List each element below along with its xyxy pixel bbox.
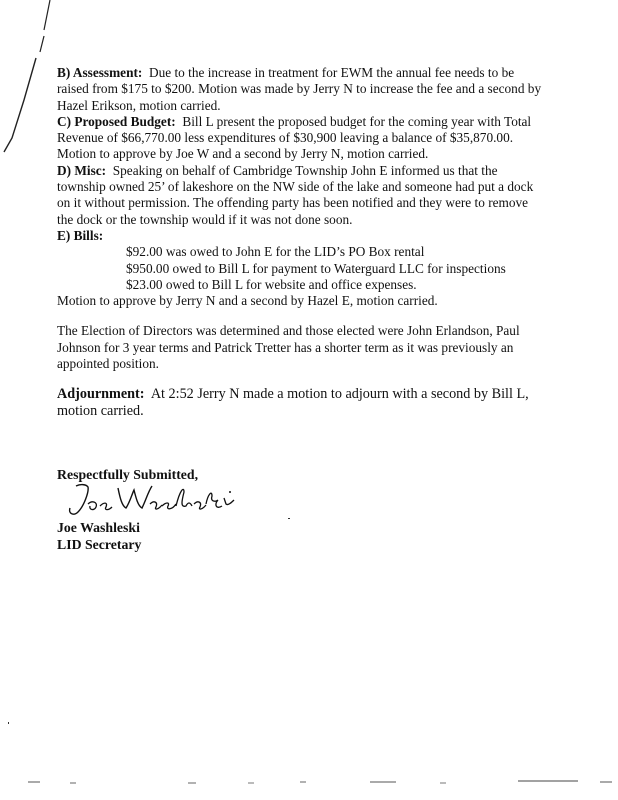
assessment-heading: B) Assessment: bbox=[57, 65, 143, 80]
assessment-section bbox=[57, 65, 547, 114]
election-paragraph: The Election of Directors was determined and those elected were John Erlandson, Paul Johnson for 3 year terms and Patrick Tretter has a shorter term as it was previously an appointed position. bbox=[57, 323, 520, 372]
secretary-name: Joe Washleski bbox=[57, 520, 140, 535]
minutes-body bbox=[57, 65, 547, 420]
scan-speck bbox=[288, 518, 290, 519]
bill-item: $23.00 owed to Bill L for website and office expenses. bbox=[126, 276, 417, 292]
assessment-text: Due to the increase in treatment for EWM the annual fee needs to be raised from $175 to $200. Motion was made by Jerry N to increase the fee and a second by Hazel Erikson, motion carried. bbox=[57, 65, 542, 113]
scan-speck bbox=[8, 722, 9, 724]
scan-edge-marks bbox=[0, 778, 618, 792]
adjournment-heading: Adjournment: bbox=[57, 386, 145, 403]
bills-heading: E) Bills: bbox=[57, 227, 104, 243]
misc-heading: D) Misc: bbox=[57, 162, 107, 178]
misc-text: Speaking on behalf of Cambridge Township John E informed us that the township owned 25’ of lakeshore on the NW side of the lake and someone had put a dock on it without permission. The offending party has been notified and they were to remove the dock or the township would if it was not done soon. bbox=[57, 162, 534, 227]
misc-section bbox=[57, 163, 547, 228]
adjournment-text: At 2:52 Jerry N made a motion to adjourn with a second by Bill L, motion carried. bbox=[57, 386, 529, 420]
budget-heading: C) Proposed Budget: bbox=[57, 113, 176, 129]
bill-item: $92.00 was owed to John E for the LID’s PO Box rental bbox=[126, 244, 425, 260]
budget-section bbox=[57, 114, 547, 163]
bills-motion: Motion to approve by Jerry N and a second by Hazel E, motion carried. bbox=[57, 293, 438, 309]
budget-text: Bill L present the proposed budget for the coming year with Total Revenue of $66,770.00 less expenditures of $30,900 leaving a balance of $35,870.00. Motion to approve by Joe W and a second by Jerry N, motion carried. bbox=[57, 113, 532, 162]
secretary-title: LID Secretary bbox=[57, 537, 142, 552]
adjournment-section bbox=[57, 386, 547, 420]
closing-salutation: Respectfully Submitted, bbox=[57, 467, 199, 482]
bill-item: $950.00 owed to Bill L for payment to Waterguard LLC for inspections bbox=[126, 260, 506, 276]
handwritten-signature bbox=[62, 480, 242, 520]
